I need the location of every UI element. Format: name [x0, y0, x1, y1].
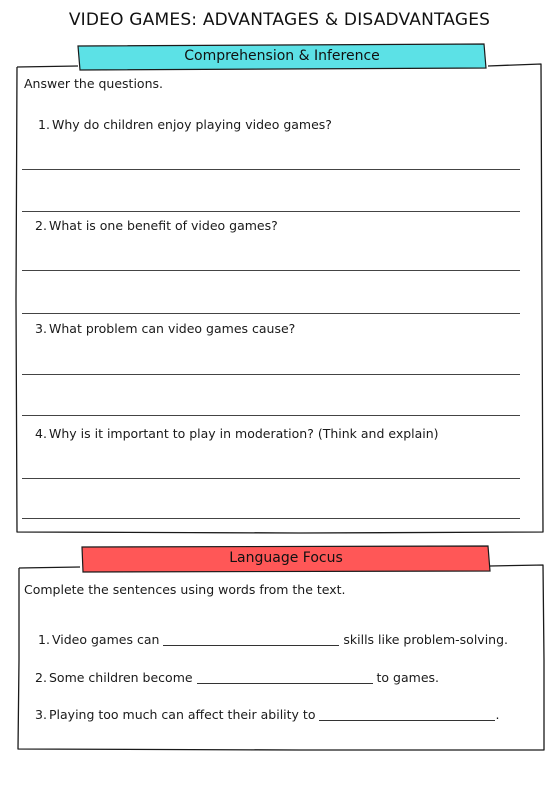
question-text: What is one benefit of video games? [49, 218, 278, 233]
answer-line[interactable] [22, 169, 520, 170]
fill-in-blank[interactable] [197, 671, 373, 684]
question-1 [38, 117, 332, 132]
item-number: 1. [38, 632, 50, 647]
item-text-after: . [495, 707, 500, 722]
language-focus-banner [80, 545, 492, 573]
comprehension-banner [76, 43, 488, 71]
answer-line[interactable] [22, 313, 520, 314]
language-focus-item-2 [35, 670, 439, 685]
fill-in-blank[interactable] [163, 633, 339, 646]
item-number: 2. [35, 670, 47, 685]
question-text: What problem can video games cause? [49, 321, 296, 336]
language-focus-item-3 [35, 707, 499, 722]
comprehension-banner-label: Comprehension & Inference [184, 48, 380, 64]
question-text: Why do children enjoy playing video games? [52, 117, 332, 132]
item-text-after: to games. [376, 670, 440, 685]
answer-line[interactable] [22, 415, 520, 416]
answer-line[interactable] [22, 374, 520, 375]
page-title: VIDEO GAMES: ADVANTAGES & DISADVANTAGES [68, 10, 491, 30]
question-number: 1. [38, 117, 50, 132]
question-number: 3. [35, 321, 47, 336]
question-4 [35, 426, 439, 441]
question-number: 2. [35, 218, 47, 233]
answer-line[interactable] [22, 518, 520, 519]
fill-in-blank[interactable] [319, 708, 495, 721]
item-text-before: Video games can [52, 632, 160, 647]
question-2 [35, 218, 278, 233]
language-focus-instructions: Complete the sentences using words from the text. [24, 582, 346, 597]
question-text: Why is it important to play in moderation? (Think and explain) [49, 426, 439, 441]
language-focus-item-1 [38, 632, 508, 647]
item-text-before: Some children become [49, 670, 193, 685]
answer-line[interactable] [22, 211, 520, 212]
item-number: 3. [35, 707, 47, 722]
answer-line[interactable] [22, 270, 520, 271]
comprehension-instructions: Answer the questions. [24, 76, 163, 91]
language-focus-banner-label: Language Focus [229, 550, 343, 566]
item-text-after: skills like problem-solving. [343, 632, 508, 647]
answer-line[interactable] [22, 478, 520, 479]
item-text-before: Playing too much can affect their ability to [49, 707, 316, 722]
question-number: 4. [35, 426, 47, 441]
question-3 [35, 321, 295, 336]
